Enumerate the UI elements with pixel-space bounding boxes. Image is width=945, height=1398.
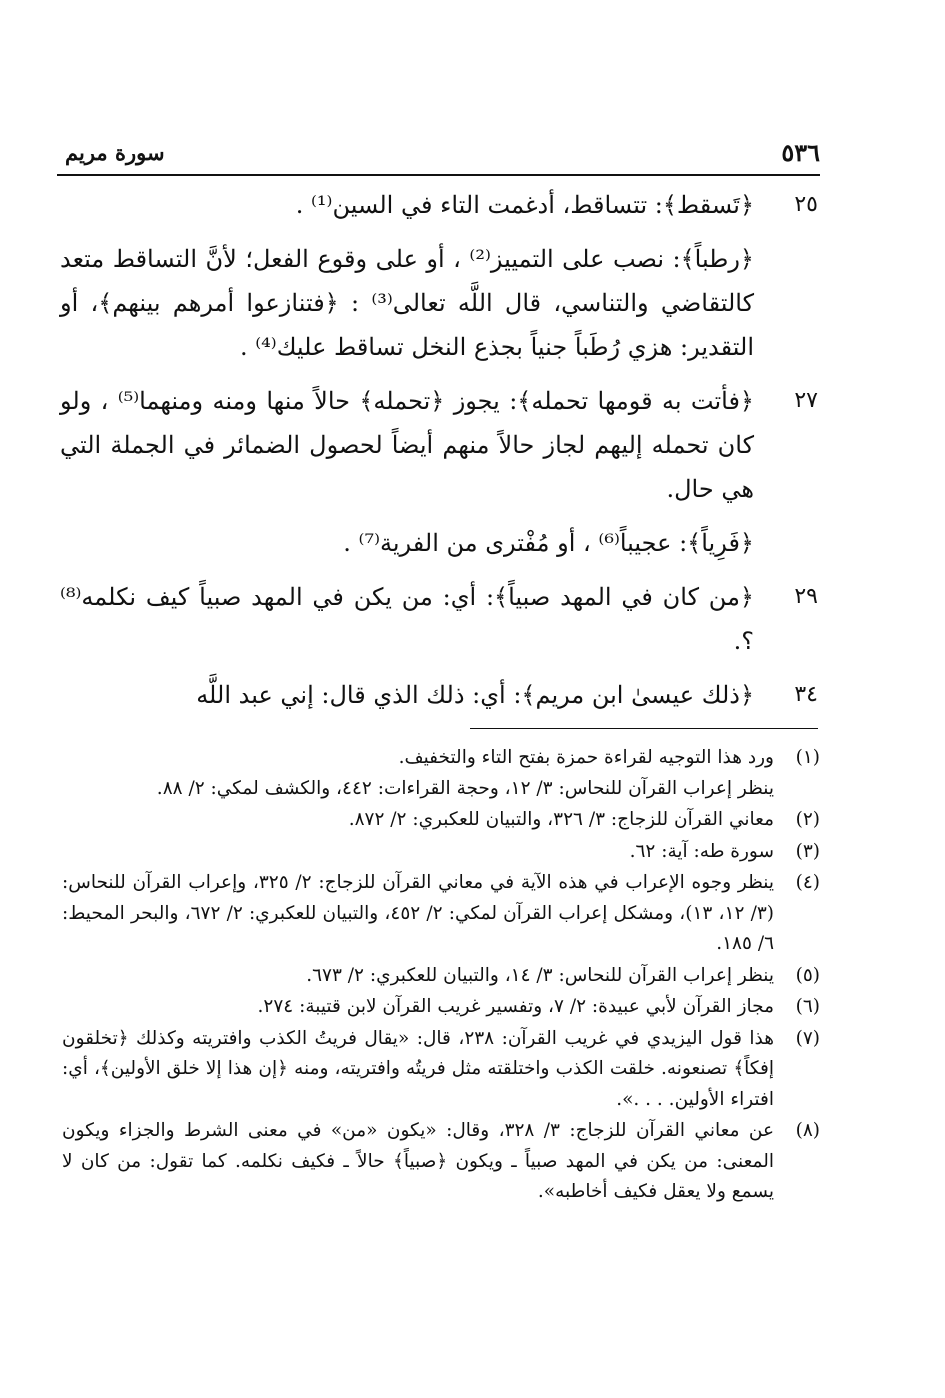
commentary-text: ﴿فأتت به قومها تحمله﴾: يجوز ﴿تحمله﴾ حالاً منها ومنه ومنهما⁽⁵⁾ ، ولو كان تحمله إليهم لجاز حالاً منهم أيضاً لحصول الضمائر في الجملة التي هي حال. (60, 387, 754, 503)
commentary-text: ﴿ذلك عيسىٰ ابن مريم﴾: أي: ذلك الذي قال: إني عبد اللَّه (196, 681, 754, 709)
commentary-entry (60, 237, 818, 369)
verse-number: ٢٩ (794, 584, 818, 609)
footnote (62, 961, 820, 992)
footnote (62, 992, 820, 1023)
footnote-text: معاني القرآن للزجاج: ٣/ ٣٢٦، والتبيان للعكبري: ٢/ ٨٧٢. (348, 809, 774, 830)
running-title: سورة مريم (65, 140, 165, 165)
footnote-separator (470, 728, 818, 729)
footnote-text: هذا قول اليزيدي في غريب القرآن: ٢٣٨، قال: «يقال فريتُ الكذب وافتريته وكذلك ﴿تخلقون إفكاً﴾ تصنعونه. خلقت الكذب واختلقته مثل فريتُه وافتريته، ومنه ﴿إن هذا إلا خلق الأولين﴾، أي: افتراء الأولين. . . .». (62, 1027, 774, 1110)
footnote-number: (٨) (795, 1120, 820, 1141)
footnote-number: (٣) (795, 840, 820, 862)
commentary-entry (60, 673, 818, 717)
commentary-entry (60, 521, 818, 565)
commentary-entry (60, 379, 818, 511)
footnote-text: ورد هذا التوجيه لقراءة حمزة بفتح التاء والتخفيف. (398, 747, 774, 768)
commentary-body (60, 183, 818, 727)
commentary-entry (60, 183, 818, 227)
footnote-number: (٧) (795, 1027, 820, 1049)
commentary-text: ﴿تَسقط﴾: تتساقط، أدغمت التاء في السين⁽¹⁾ . (295, 191, 754, 219)
footnotes (62, 743, 820, 1209)
footnote (62, 805, 820, 836)
commentary-entry (60, 575, 818, 663)
commentary-text: ﴿من كان في المهد صبياً﴾: أي: من يكن في المهد صبياً كيف نكلمه⁽⁸⁾ ؟. (60, 583, 754, 655)
verse-number: ٢٥ (794, 192, 818, 217)
verse-number: ٣٤ (794, 682, 818, 707)
footnote-text: عن معاني القرآن للزجاج: ٣/ ٣٢٨، وقال: «يكون «من» في معنى الشرط والجزاء ويكون المعنى: من يكن في المهد صبياً ـ ويكون ﴿صبياً﴾ حالاً ـ فكيف نكلمه. كما تقول: من كان لا يسمع ولا يعقل فكيف أخاطبه». (62, 1120, 774, 1202)
footnote (62, 1116, 820, 1208)
footnote (62, 743, 820, 804)
footnote-number: (٦) (795, 996, 820, 1017)
page-number: ٥٣٦ (781, 138, 820, 167)
footnote (62, 837, 820, 868)
footnote-text: مجاز القرآن لأبي عبيدة: ٢/ ٧، وتفسير غريب القرآن لابن قتيبة: ٢٧٤. (257, 996, 774, 1017)
verse-number: ٢٧ (794, 388, 818, 413)
footnote-number: (٢) (795, 809, 820, 830)
footnote-text: ينظر وجوه الإعراب في هذه الآية في معاني القرآن للزجاج: ٢/ ٣٢٥، وإعراب القرآن للنحاس: (٣/ ١٢، ١٣)، ومشكل إعراب القرآن لمكي: ٢/ ٤٥٢، والتبيان للعكبري: ٢/ ٦٧٢، والبحر المحيط: ٦/ ١٨٥. (62, 872, 774, 954)
footnote (62, 868, 820, 960)
footnote-number: (٥) (795, 964, 820, 986)
footnote-text: سورة طه: آية: ٦٢. (629, 840, 774, 862)
page-header (57, 138, 820, 176)
footnote-text: ينظر إعراب القرآن للنحاس: ٣/ ١٢، وحجة القراءات: ٤٤٢، والكشف لمكي: ٢/ ٨٨. (156, 777, 774, 799)
commentary-text: ﴿فَرِياً﴾: عجيباً⁽⁶⁾ ، أو مُفْترى من الفرية⁽⁷⁾ . (343, 529, 754, 557)
footnote-number: (١) (795, 747, 820, 768)
footnote-text: ينظر إعراب القرآن للنحاس: ٣/ ١٤، والتبيان للعكبري: ٢/ ٦٧٣. (306, 964, 774, 986)
footnote (62, 1024, 820, 1116)
commentary-text: ﴿رطباً﴾: نصب على التمييز⁽²⁾ ، أو على وقوع الفعل؛ لأنَّ التساقط متعد كالتقاضي والتناسي، قال اللَّه تعالى⁽³⁾ : ﴿فتنازعوا أمرهم بينهم﴾، أو التقدير: هزي رُطَباً جنياً بجذع النخل تساقط عليك⁽⁴⁾ . (60, 245, 755, 361)
footnote-number: (٤) (795, 872, 820, 893)
